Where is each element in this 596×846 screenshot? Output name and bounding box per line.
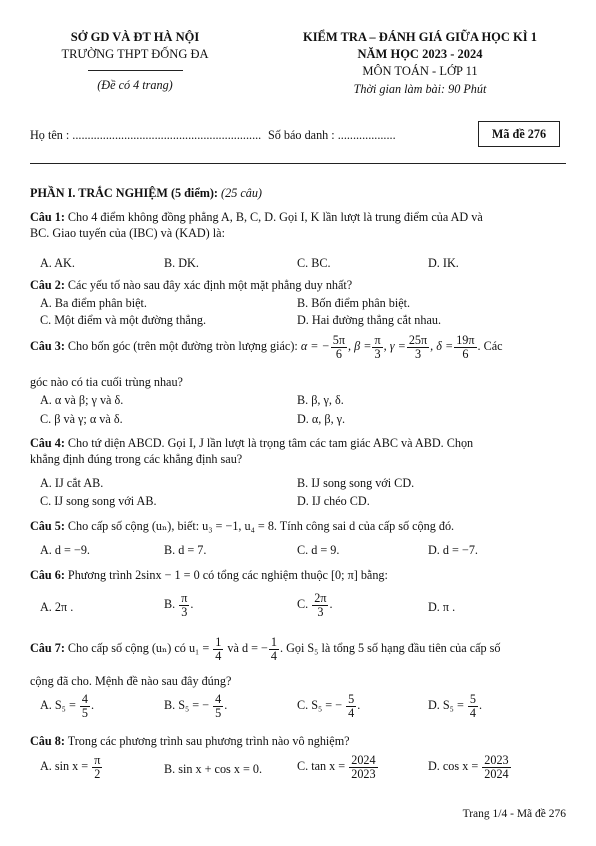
question-text-line2: BC. Giao tuyến của (IBC) và (KAD) là: xyxy=(30,226,225,241)
question-2 xyxy=(30,277,570,293)
q4-option-b: B. IJ song song với CD. xyxy=(297,476,415,490)
option-letter: C. tan x = xyxy=(297,759,346,774)
fraction xyxy=(179,592,189,619)
fraction xyxy=(80,693,90,720)
question-text-c: . Gọi S₅ là tổng 5 số hạng đầu tiên của cấp số xyxy=(279,641,501,656)
fraction-beta xyxy=(372,334,382,361)
q1-option-b: B. DK. xyxy=(164,256,199,270)
exam-title: KIỂM TRA – ĐÁNH GIÁ GIỮA HỌC KÌ 1 xyxy=(302,30,538,44)
q4-option-a: A. IJ cắt AB. xyxy=(40,476,104,490)
section-title xyxy=(30,186,262,201)
school-year: NĂM HỌC 2023 - 2024 xyxy=(357,47,483,61)
q5-option-d: D. d = −7. xyxy=(428,543,478,557)
fraction xyxy=(468,693,478,720)
question-text-b: và d = − xyxy=(227,641,268,656)
q4-option-c: C. IJ song song với AB. xyxy=(40,494,157,508)
q1-option-a: A. AK. xyxy=(40,256,75,270)
q3-option-c: C. β và γ; α và δ. xyxy=(40,412,123,426)
q2-option-a: A. Ba điểm phân biệt. xyxy=(40,296,147,310)
question-text: Cho bốn góc (trên một đường tròn lượng giác): xyxy=(67,339,298,354)
question-8 xyxy=(30,733,570,749)
numerator: 5 xyxy=(348,692,355,706)
denominator: 5 xyxy=(215,705,222,720)
question-label: Câu 3: xyxy=(30,339,65,354)
question-5 xyxy=(30,518,570,534)
option-letter: C. S₅ = − xyxy=(297,698,343,713)
question-text: Cho tứ diện ABCD. Gọi I, J lần lượt là trọng tâm các tam giác ABC và ABD. Chọn xyxy=(67,436,474,450)
fraction xyxy=(482,754,510,781)
question-text: Phương trình 2sinx − 1 = 0 có tổng các nghiệm thuộc [0; π] bằng: xyxy=(67,568,388,582)
option-letter: C. xyxy=(297,597,309,612)
question-4 xyxy=(30,435,570,468)
numerator: π xyxy=(374,333,381,347)
fraction-gamma xyxy=(407,334,429,361)
candidate-divider xyxy=(30,163,566,164)
q3-option-d: D. α, β, γ. xyxy=(297,412,346,426)
q7-option-c: C. S₅ = − $\frac{5}{4}$ . xyxy=(297,692,361,720)
q1-option-c: C. BC. xyxy=(297,256,331,270)
numerator: 2024 xyxy=(351,753,376,767)
numerator: 5 xyxy=(469,692,476,706)
page-footer: Trang 1/4 - Mã đề 276 xyxy=(462,808,566,820)
denominator: 4 xyxy=(469,705,476,720)
option-letter: B. xyxy=(164,597,176,612)
gamma-eq: , γ = xyxy=(383,339,406,354)
q2-option-b: B. Bốn điểm phân biệt. xyxy=(297,296,411,310)
q4-option-d: D. IJ chéo CD. xyxy=(297,494,370,508)
numerator: 1 xyxy=(270,635,277,649)
denominator: 6 xyxy=(335,346,342,361)
q3-option-a: A. α và β; γ và δ. xyxy=(40,393,124,407)
numerator: 5π xyxy=(332,333,346,347)
beta-eq: , β = xyxy=(348,339,372,354)
numerator: π xyxy=(181,591,188,605)
option-letter: A. sin x = xyxy=(40,759,89,774)
question-1 xyxy=(30,209,570,242)
denominator: 3 xyxy=(317,604,324,619)
denominator: 2023 xyxy=(351,766,376,781)
question-label: Câu 2: xyxy=(30,278,65,292)
section-name: PHẦN I. TRẮC NGHIỆM (5 điểm): xyxy=(30,186,218,200)
question-7 xyxy=(30,636,570,663)
fraction-d xyxy=(269,636,279,663)
denominator: 3 xyxy=(181,604,188,619)
q6-option-c xyxy=(297,592,333,619)
page-count-note: (Đề có 4 trang) xyxy=(97,78,173,92)
q7-option-b: B. S₅ = − $\frac{4}{5}$ . xyxy=(164,692,228,720)
denominator: 2 xyxy=(94,766,101,781)
q5-option-b: B. d = 7. xyxy=(164,543,207,557)
denominator: 3 xyxy=(414,346,422,361)
option-tail: . xyxy=(190,597,194,612)
department-name: SỞ GD VÀ ĐT HÀ NỘI xyxy=(70,30,200,44)
numerator: 2π xyxy=(314,591,327,605)
denominator: 4 xyxy=(348,705,355,720)
q6-option-b xyxy=(164,592,193,619)
question-3-line2: góc nào có tia cuối trùng nhau? xyxy=(30,375,183,389)
q8-option-a xyxy=(40,754,103,781)
q8-option-d xyxy=(428,754,512,781)
option-tail: . xyxy=(329,597,333,612)
q8-option-c xyxy=(297,754,379,781)
question-label: Câu 8: xyxy=(30,734,65,748)
q5-option-c: C. d = 9. xyxy=(297,543,340,557)
q2-option-c: C. Một điểm và một đường thẳng. xyxy=(40,313,207,327)
school-name: TRƯỜNG THPT ĐỐNG ĐA xyxy=(61,47,209,61)
denominator: 3 xyxy=(374,346,381,361)
option-letter: A. S₅ = xyxy=(40,698,76,713)
q2-option-d: D. Hai đường thẳng cắt nhau. xyxy=(297,313,442,327)
question-text: Cho 4 điểm không đồng phẳng A, B, C, D. Gọi I, K lần lượt là trung điểm của AD và xyxy=(67,210,483,224)
question-count: (25 câu) xyxy=(221,186,262,200)
numerator: 4 xyxy=(81,692,88,706)
denominator: 4 xyxy=(215,648,222,663)
q6-option-d: D. π . xyxy=(428,600,456,614)
q7-option-a: A. S₅ = $\frac{4}{5}$ . xyxy=(40,692,95,720)
alpha-eq: α = − xyxy=(300,339,330,354)
question-label: Câu 4: xyxy=(30,436,65,450)
exam-code-box: Mã đề 276 xyxy=(478,121,560,147)
fraction-alpha xyxy=(331,334,347,361)
sbd-field-label: Số báo danh : ................... xyxy=(268,128,396,142)
numerator: 2023 xyxy=(484,753,509,767)
question-7-line2: cộng đã cho. Mệnh đề nào sau đây đúng? xyxy=(30,674,232,688)
option-letter: D. cos x = xyxy=(428,759,479,774)
question-text: Trong các phương trình sau phương trình nào vô nghiệm? xyxy=(67,734,350,748)
q7-option-d: D. S₅ = $\frac{5}{4}$ . xyxy=(428,692,483,720)
question-label: Câu 1: xyxy=(30,210,65,224)
fraction xyxy=(312,592,328,619)
question-text-a: Cho cấp số cộng (uₙ) có u₁ = xyxy=(67,641,210,656)
question-label: Câu 6: xyxy=(30,568,65,582)
numerator: 1 xyxy=(215,635,222,649)
denominator: 4 xyxy=(270,648,277,663)
delta-eq: , δ = xyxy=(430,339,454,354)
numerator: 19π xyxy=(456,333,475,347)
q6-option-a: A. 2π . xyxy=(40,600,74,614)
q5-option-a: A. d = −9. xyxy=(40,543,90,557)
denominator: 2024 xyxy=(484,766,509,781)
denominator: 5 xyxy=(81,705,88,720)
option-letter: D. S₅ = xyxy=(428,698,464,713)
denominator: 6 xyxy=(462,346,469,361)
time-limit: Thời gian làm bài: 90 Phút xyxy=(353,82,487,96)
fraction xyxy=(346,693,356,720)
subject: MÔN TOÁN - LỚP 11 xyxy=(362,64,478,78)
question-label: Câu 5: xyxy=(30,519,65,533)
name-field-label: Họ tên : .............................................................. xyxy=(30,128,262,142)
question-3 xyxy=(30,334,570,361)
numerator: 25π xyxy=(408,333,428,347)
numerator: 4 xyxy=(215,692,222,706)
q8-option-b: B. sin x + cos x = 0. xyxy=(164,762,263,776)
question-tail: . Các xyxy=(477,339,503,354)
question-6 xyxy=(30,567,570,583)
q3-option-b: B. β, γ, δ. xyxy=(297,393,344,407)
fraction xyxy=(213,693,223,720)
q1-option-d: D. IK. xyxy=(428,256,459,270)
fraction xyxy=(349,754,377,781)
question-text: Cho cấp số cộng (uₙ), biết: u₃ = −1, u₄ = 8. Tính công sai d của cấp số cộng đó. xyxy=(67,519,455,533)
option-letter: B. S₅ = − xyxy=(164,698,210,713)
question-text: Các yếu tố nào sau đây xác định một mặt phẳng duy nhất? xyxy=(67,278,353,292)
header-divider-left xyxy=(88,70,183,71)
question-text-line2: khẳng định đúng trong các khẳng định sau? xyxy=(30,452,243,467)
fraction-delta xyxy=(454,334,476,361)
fraction-u1 xyxy=(213,636,223,663)
numerator: π xyxy=(94,753,101,767)
question-label: Câu 7: xyxy=(30,641,65,656)
fraction xyxy=(92,754,102,781)
